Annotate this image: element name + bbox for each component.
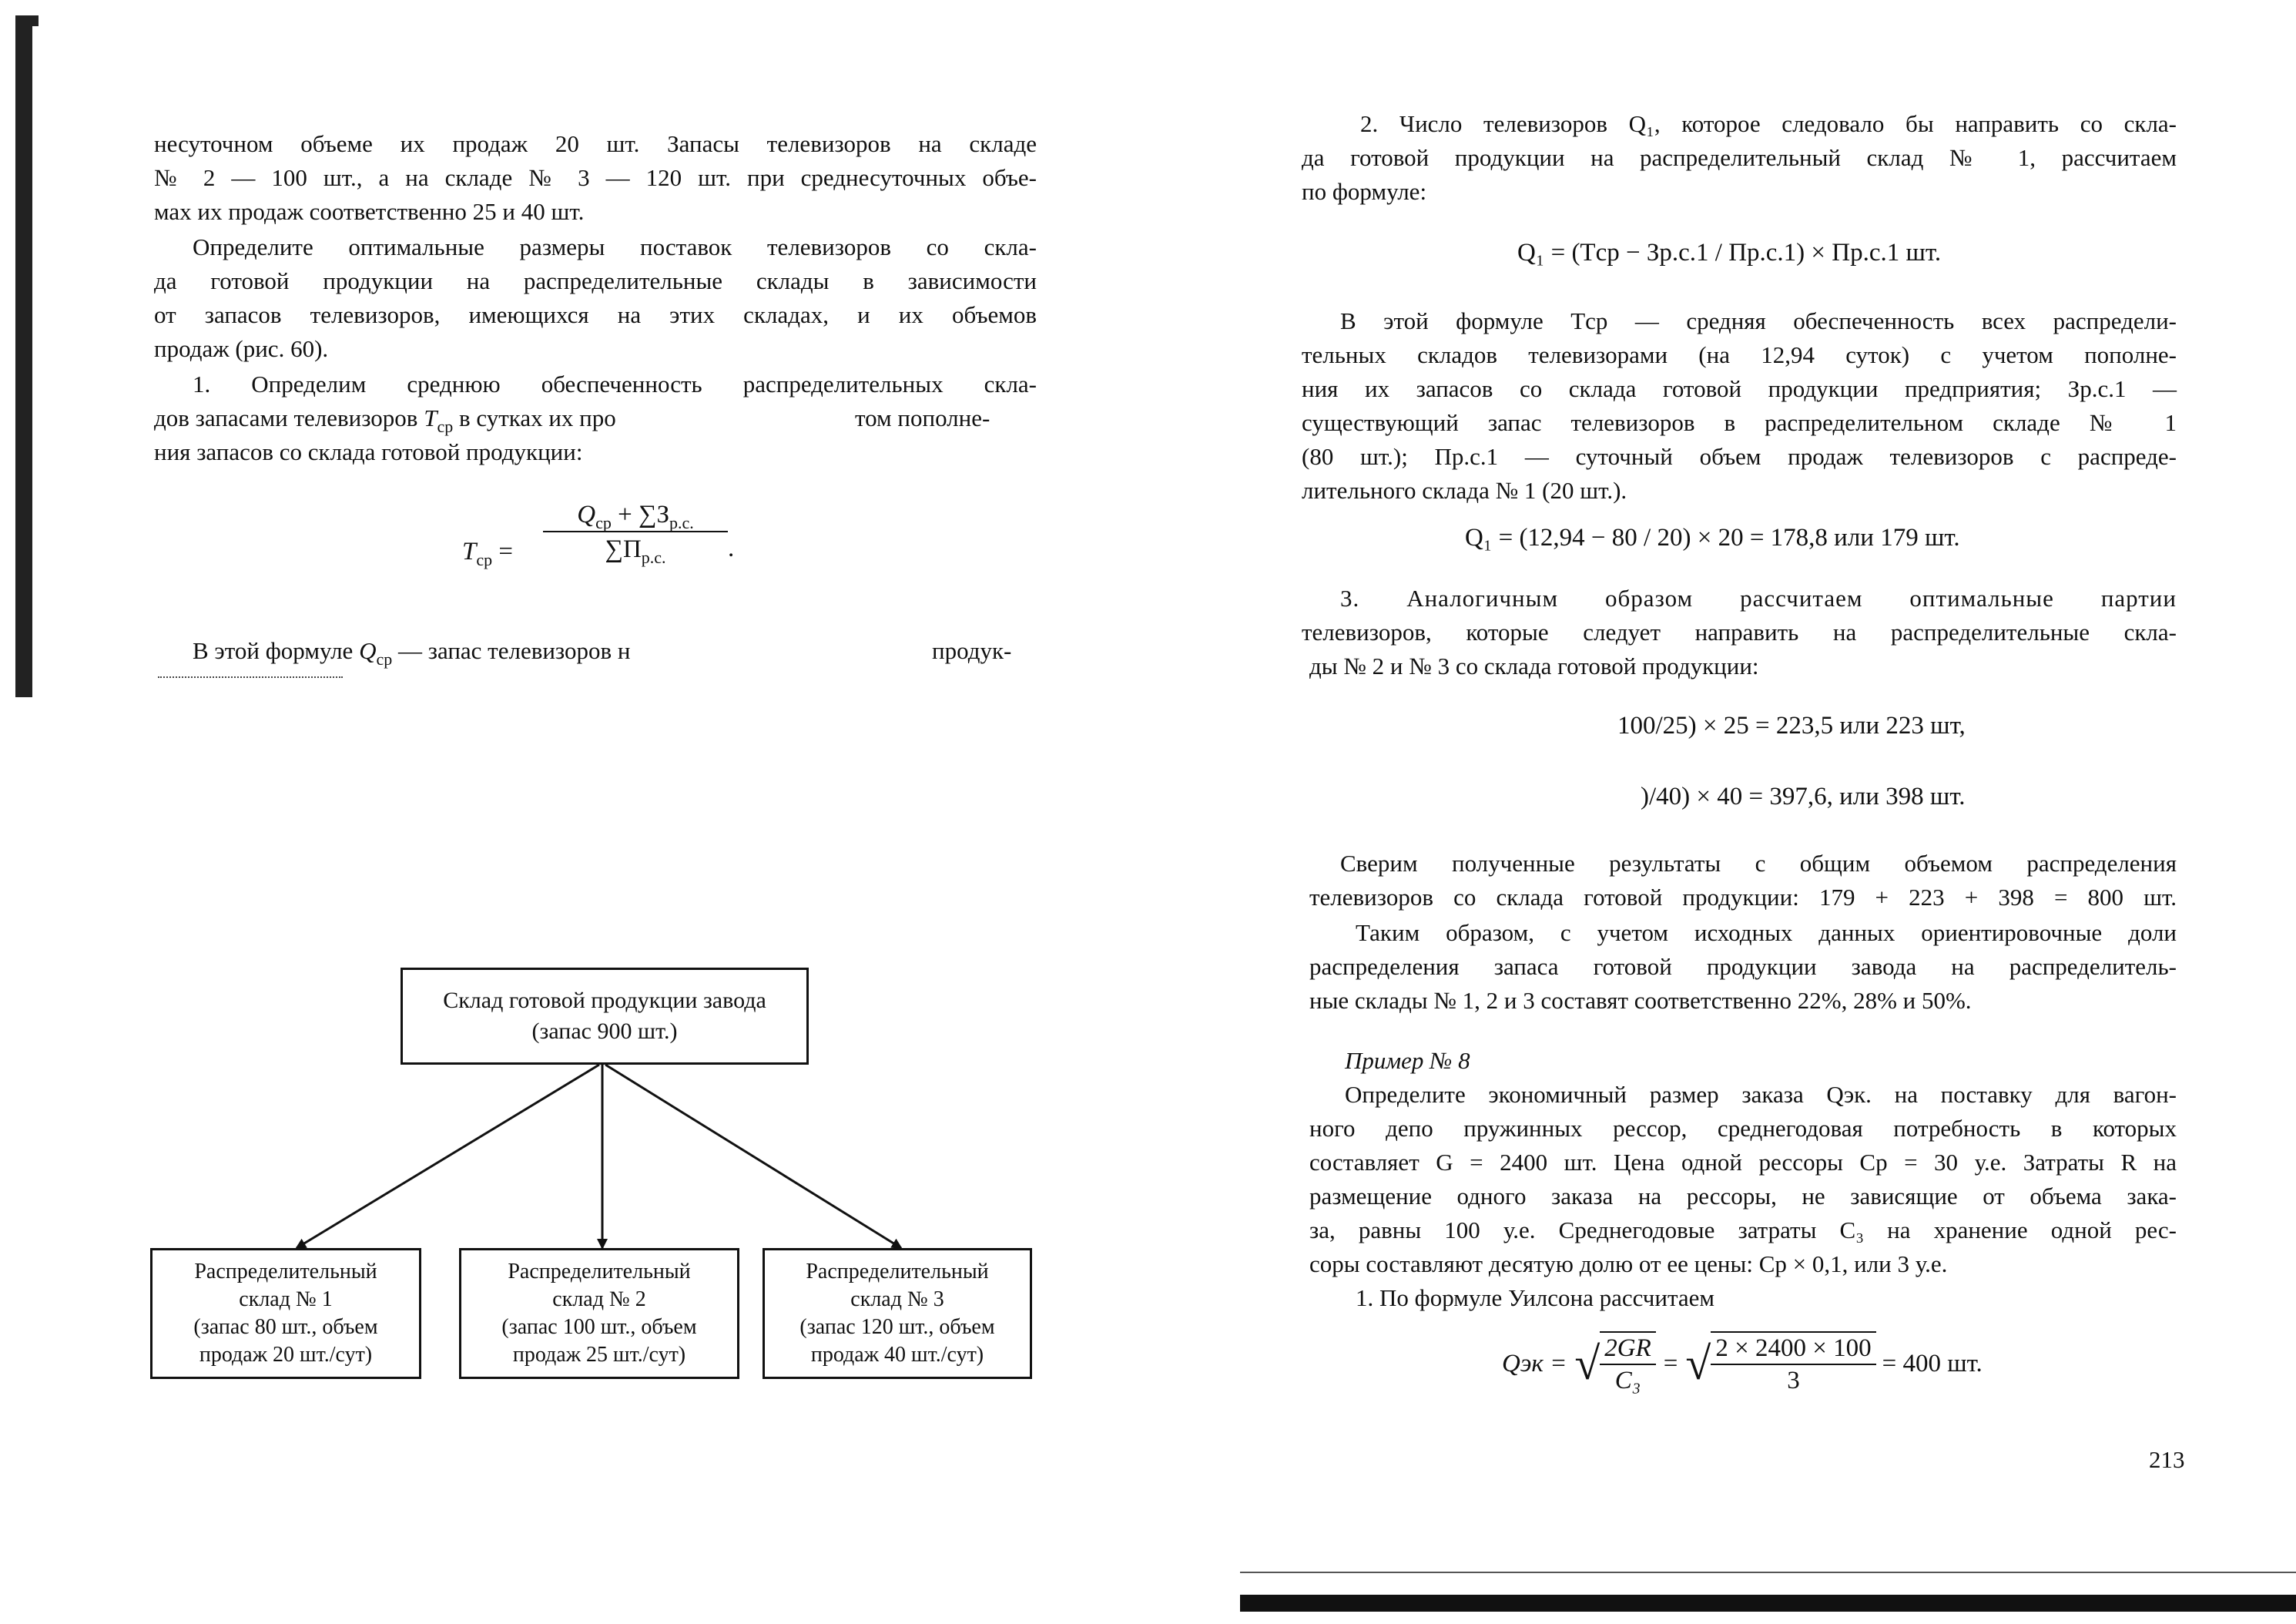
left-line-9-b: в сутках их про — [453, 404, 616, 431]
formula-warehouse-2: 100/25) × 25 = 223,5 или 223 шт, — [1617, 712, 1966, 740]
right-p6-l5: за, равны 100 у.е. Среднегодовые затраты C₃ на хранение одной рес- — [1309, 1216, 2177, 1243]
warehouse-2-l4: продаж 25 шт./сут) — [512, 1343, 686, 1367]
sqrt-2-sign: √ — [1685, 1337, 1711, 1389]
formula-t-num-z-sub: р.с. — [669, 513, 694, 532]
warehouse-2-l1: Распределительный — [508, 1260, 691, 1283]
wilson-lhs: Qэк = — [1502, 1349, 1567, 1377]
right-p6-l3: составляет G = 2400 шт. Цена одной рессоры Cр = 30 у.е. Затраты R на — [1309, 1149, 2177, 1176]
after-formula-b: — запас телевизоров н — [392, 637, 631, 664]
warehouse-1-box — [150, 1248, 421, 1379]
formula-t-lhs: T — [462, 538, 477, 565]
t-sub: ср — [437, 417, 454, 436]
left-line-9-tail: том пополне- — [855, 404, 990, 431]
formula-t-num-z: + ∑З — [611, 501, 669, 528]
warehouse-3-box — [763, 1248, 1032, 1379]
right-p6-l4: размещение одного заказа на рессоры, не зависящие от объема зака- — [1309, 1183, 2177, 1210]
warehouse-3-l1: Распределительный — [806, 1260, 989, 1283]
warehouse-1-l1: Распределительный — [194, 1260, 377, 1283]
sqrt-1-sign: √ — [1574, 1337, 1600, 1389]
formula-t-den: ∑П — [605, 535, 642, 563]
wilson-eq: = — [1663, 1349, 1678, 1377]
factory-warehouse-box — [401, 968, 809, 1065]
formula-warehouse-3: )/40) × 40 = 397,6, или 398 шт. — [1641, 783, 1966, 810]
left-line-1: несуточном объеме их продаж 20 шт. Запасы телевизоров на складе — [154, 130, 1037, 157]
formula-t-den-sub: р.с. — [641, 548, 666, 567]
wilson-result: = 400 шт. — [1882, 1349, 1983, 1377]
left-line-10: ния запасов со склада готовой продукции: — [154, 438, 583, 465]
right-p3-l2: тельных складов телевизорами (на 12,94 суток) с учетом пополне- — [1302, 341, 2177, 368]
right-p5-l3: Таким образом, с учетом исходных данных ориентировочные доли — [1356, 919, 2177, 946]
after-formula-q: Q — [359, 637, 377, 664]
right-p3-l5: (80 шт.); Пр.с.1 — суточный объем продаж телевизоров с распреде- — [1302, 443, 2177, 470]
right-p2-l3: по формуле: — [1302, 178, 1427, 205]
warehouse-2-box — [459, 1248, 739, 1379]
right-p2-l2: да готовой продукции на распределительный склад № 1, рассчитаем — [1302, 144, 2177, 171]
warehouse-1-l3: (запас 80 шт., объем — [193, 1315, 378, 1339]
right-p5-l5: ные склады № 1, 2 и 3 составят соответственно 22%, 28% и 50%. — [1309, 987, 1972, 1014]
right-p4-l3: ды № 2 и № 3 со склада готовой продукции: — [1309, 653, 1759, 679]
left-line-6: от запасов телевизоров, имеющихся на этих складах, и их объемов — [154, 301, 1037, 328]
formula-q1: Q₁ = (Tср − Зр.с.1 / Пр.с.1) × Пр.с.1 шт. — [1517, 239, 1942, 267]
right-p5-l4: распределения запаса готовой продукции завода на распределитель- — [1309, 953, 2177, 980]
right-p2-l1: 2. Число телевизоров Q₁, которое следовало бы направить со скла- — [1360, 110, 2177, 137]
right-p4-l2: телевизоров, которые следует направить на распределительные скла- — [1302, 619, 2177, 646]
right-p3-l4: существующий запас телевизоров в распределительном складе № 1 — [1302, 409, 2177, 436]
warehouse-3-l2: склад № 3 — [850, 1287, 944, 1311]
formula-t-num-q: Q — [577, 501, 596, 528]
warehouse-1-l4: продаж 20 шт./сут) — [199, 1343, 373, 1367]
left-line-7: продаж (рис. 60). — [154, 335, 329, 362]
left-line-9-a: дов запасами телевизоров — [154, 404, 424, 431]
wilson-frac2-den: 3 — [1787, 1367, 1800, 1394]
wilson-frac2-num: 2 × 2400 × 100 — [1711, 1333, 1875, 1365]
right-p6-l1: Определите экономичный размер заказа Qэк. на поставку для вагон- — [1345, 1081, 2177, 1108]
scan-bottom-band — [1240, 1595, 2296, 1612]
left-line-4: Определите оптимальные размеры поставок телевизоров со скла- — [193, 233, 1037, 260]
right-p5-l2: телевизоров со склада готовой продукции: 179 + 223 + 398 = 800 шт. — [1309, 884, 2177, 911]
t-sym: T — [424, 404, 437, 431]
scan-bottom-thin-line — [1240, 1572, 2296, 1573]
warehouse-3-l3: (запас 120 шт., объем — [799, 1315, 995, 1339]
page-number: 213 — [2149, 1446, 2185, 1473]
right-p3-l6: лительного склада № 1 (20 шт.). — [1302, 477, 1627, 504]
right-p6-l2: ного депо пружинных рессор, среднегодовая потребность в которых — [1309, 1115, 2177, 1142]
arrow-to-warehouse-3 — [605, 1065, 901, 1248]
formula-t-lhs-sub: ср — [476, 550, 493, 569]
after-formula-q-sub: ср — [376, 649, 393, 669]
arrow-to-warehouse-1 — [297, 1065, 599, 1248]
right-p3-l1: В этой формуле Tср — средняя обеспеченность всех распредели- — [1340, 307, 2177, 334]
left-line-after-formula-tail: продук- — [932, 637, 1012, 664]
wilson-fraction-1 — [1600, 1331, 1656, 1396]
warehouse-1-l2: склад № 1 — [239, 1287, 333, 1311]
left-line-3: мах их продаж соответственно 25 и 40 шт. — [154, 198, 585, 225]
right-p4-l1: 3. Аналогичным образом рассчитаем оптимальные партии — [1340, 585, 2177, 612]
formula-t-num-q-sub: ср — [595, 513, 612, 532]
formula-q1-numeric: Q₁ = (12,94 − 80 / 20) × 20 = 178,8 или 179 шт. — [1465, 524, 1960, 552]
left-line-2: № 2 — 100 шт., а на складе № 3 — 120 шт. при среднесуточных объе- — [154, 164, 1037, 191]
left-line-8: 1. Определим среднюю обеспеченность распределительных скла- — [193, 371, 1037, 398]
warehouse-2-l2: склад № 2 — [552, 1287, 646, 1311]
wilson-frac1-num: 2GR — [1600, 1333, 1656, 1365]
right-p6-l6: соры составляют десятую долю от ее цены: Cр × 0,1, или 3 у.е. — [1309, 1250, 1948, 1277]
wilson-formula — [1502, 1331, 1983, 1396]
example-title: Пример № 8 — [1345, 1047, 1470, 1074]
after-formula-a: В этой формуле — [193, 637, 360, 664]
left-line-5: да готовой продукции на распределительные склады в зависимости — [154, 267, 1037, 294]
wilson-fraction-2 — [1711, 1331, 1875, 1396]
warehouse-2-l3: (запас 100 шт., объем — [501, 1315, 697, 1339]
warehouse-3-l4: продаж 40 шт./сут) — [810, 1343, 984, 1367]
right-p5-l1: Сверим полученные результаты с общим объемом распределения — [1340, 850, 2177, 877]
factory-warehouse-title: Склад готовой продукции завода — [443, 988, 766, 1013]
right-p3-l3: ния их запасов со склада готовой продукции предприятия; Зр.с.1 — — [1302, 375, 2177, 402]
factory-warehouse-stock: (запас 900 шт.) — [531, 1018, 678, 1044]
wilson-frac1-den: C₃ — [1614, 1367, 1641, 1394]
right-p6-l7: 1. По формуле Уилсона рассчитаем — [1356, 1284, 1715, 1311]
